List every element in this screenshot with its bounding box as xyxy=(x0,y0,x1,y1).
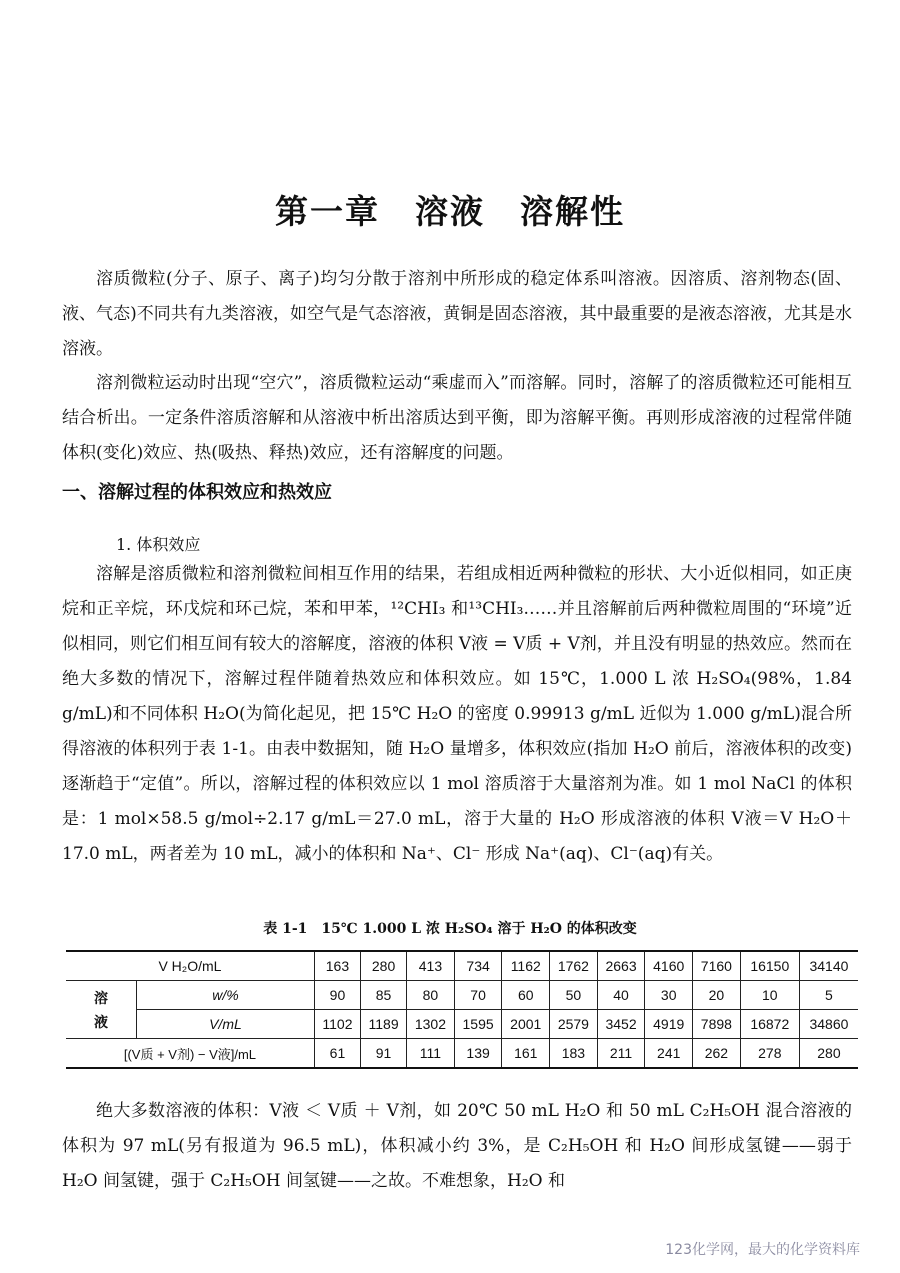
table-cell: 161 xyxy=(502,1039,550,1069)
table-cell: 20 xyxy=(693,981,741,1010)
table-cell: 280 xyxy=(799,1039,858,1069)
table-cell: 262 xyxy=(693,1039,741,1069)
table-row xyxy=(66,951,858,981)
table-cell: 7898 xyxy=(693,1010,741,1039)
table-cell: 4160 xyxy=(645,951,693,981)
table-cell: 139 xyxy=(454,1039,502,1069)
group-label-top: 溶 xyxy=(94,989,108,1006)
table-cell: 90 xyxy=(314,981,360,1010)
table-cell: 734 xyxy=(454,951,502,981)
row-label-w: w/% xyxy=(137,981,315,1010)
table-cell: 1302 xyxy=(407,1010,455,1039)
table-cell: 34860 xyxy=(799,1010,858,1039)
intro-paragraph-1: 溶质微粒(分子、原子、离子)均匀分散于溶剂中所形成的稳定体系叫溶液。因溶质、溶剂物态(固、液、气态)不同共有九类溶液，如空气是气态溶液，黄铜是固态溶液，其中最重要的是液态溶液，尤其是水溶液。 xyxy=(62,269,852,359)
table-cell: 278 xyxy=(740,1039,799,1069)
table-cell: 10 xyxy=(740,981,799,1010)
table-cell: 211 xyxy=(597,1039,645,1069)
table-cell: 61 xyxy=(314,1039,360,1069)
section-heading: 一、溶解过程的体积效应和热效应 xyxy=(62,482,332,503)
table-cell: 241 xyxy=(645,1039,693,1069)
table-row xyxy=(66,1010,858,1039)
table-cell: 1189 xyxy=(361,1010,407,1039)
site-watermark: 123化学网，最大的化学资料库 xyxy=(665,1242,860,1258)
table-cell: 111 xyxy=(407,1039,455,1069)
table-cell: 2001 xyxy=(502,1010,550,1039)
table-caption: 表 1-1 15℃ 1.000 L 浓 H₂SO₄ 溶于 H₂O 的体积改变 xyxy=(263,921,637,937)
row-label-volume-diff: [(V质 + V剂) − V液]/mL xyxy=(66,1039,314,1069)
row-label-vh2o: V H₂O/mL xyxy=(66,951,314,981)
table-cell: 16872 xyxy=(740,1010,799,1039)
table-row xyxy=(66,981,858,1010)
table-cell: 16150 xyxy=(740,951,799,981)
chapter-title: 第一章 溶液 溶解性 xyxy=(275,192,625,231)
table-cell: 60 xyxy=(502,981,550,1010)
table-cell: 1762 xyxy=(550,951,598,981)
table-cell: 280 xyxy=(361,951,407,981)
table-cell: 50 xyxy=(550,981,598,1010)
table-cell: 3452 xyxy=(597,1010,645,1039)
table-cell: 40 xyxy=(597,981,645,1010)
table-cell: 91 xyxy=(361,1039,407,1069)
table-cell: 2663 xyxy=(597,951,645,981)
intro-paragraph-2: 溶剂微粒运动时出现“空穴”，溶质微粒运动“乘虚而入”而溶解。同时，溶解了的溶质微粒还可能相互结合析出。一定条件溶质溶解和从溶液中析出溶质达到平衡，即为溶解平衡。再则形成溶液的过程常伴随体积(变化)效应、热(吸热、释热)效应，还有溶解度的问题。 xyxy=(62,373,852,463)
table-cell: 163 xyxy=(314,951,360,981)
table-cell: 80 xyxy=(407,981,455,1010)
subsection-heading: 1. 体积效应 xyxy=(116,535,201,554)
table-cell: 1595 xyxy=(454,1010,502,1039)
table-cell: 70 xyxy=(454,981,502,1010)
table-cell: 183 xyxy=(550,1039,598,1069)
table-cell: 2579 xyxy=(550,1010,598,1039)
group-label-solution xyxy=(66,981,137,1039)
table-cell: 7160 xyxy=(693,951,741,981)
table-row xyxy=(66,1039,858,1069)
data-table xyxy=(66,950,858,1069)
body-paragraph-contraction: 绝大多数溶液的体积：V液 ＜ V质 ＋ V剂，如 20℃ 50 mL H₂O 和 50 mL C₂H₅OH 混合溶液的体积为 97 mL(另有报道为 96.5 mL)，体积减小约 3%，是 C₂H₅OH 和 H₂O 间形成氢键——弱于 H₂O 间氢键，强于 C₂H₅OH 间氢键——之故。不难想象，H₂O 和 xyxy=(62,1101,852,1191)
table-cell: 1102 xyxy=(314,1010,360,1039)
table-cell: 34140 xyxy=(799,951,858,981)
table-cell: 4919 xyxy=(645,1010,693,1039)
table-cell: 413 xyxy=(407,951,455,981)
table-cell: 5 xyxy=(799,981,858,1010)
group-label-bottom: 液 xyxy=(94,1013,108,1030)
table-cell: 85 xyxy=(361,981,407,1010)
table-cell: 30 xyxy=(645,981,693,1010)
row-label-v: V/mL xyxy=(137,1010,315,1039)
table-cell: 1162 xyxy=(502,951,550,981)
body-paragraph-volume-effect: 溶解是溶质微粒和溶剂微粒间相互作用的结果，若组成相近两种微粒的形状、大小近似相同，如正庚烷和正辛烷，环戊烷和环己烷，苯和甲苯，¹²CHI₃ 和¹³CHI₃……并且溶解前后两种微粒周围的“环境”近似相同，则它们相互间有较大的溶解度，溶液的体积 V液 = V质 + V剂，并且没有明显的热效应。然而在绝大多数的情况下，溶解过程伴随着热效应和体积效应。如 15℃，1.000 L 浓 H₂SO₄(98%，1.84 g/mL)和不同体积 H₂O(为简化起见，把 15℃ H₂O 的密度 0.99913 g/mL 近似为 1.000 g/mL)混合所得溶液的体积列于表 1-1。由表中数据知，随 H₂O 量增多，体积效应(指加 H₂O 前后，溶液体积的改变)逐渐趋于“定值”。所以，溶解过程的体积效应以 1 mol 溶质溶于大量溶剂为准。如 1 mol NaCl 的体积是：1 mol×58.5 g/mol÷2.17 g/mL＝27.0 mL，溶于大量的 H₂O 形成溶液的体积 V液＝V H₂O＋17.0 mL，两者差为 10 mL，减小的体积和 Na⁺、Cl⁻ 形成 Na⁺(aq)、Cl⁻(aq)有关。 xyxy=(62,564,852,864)
